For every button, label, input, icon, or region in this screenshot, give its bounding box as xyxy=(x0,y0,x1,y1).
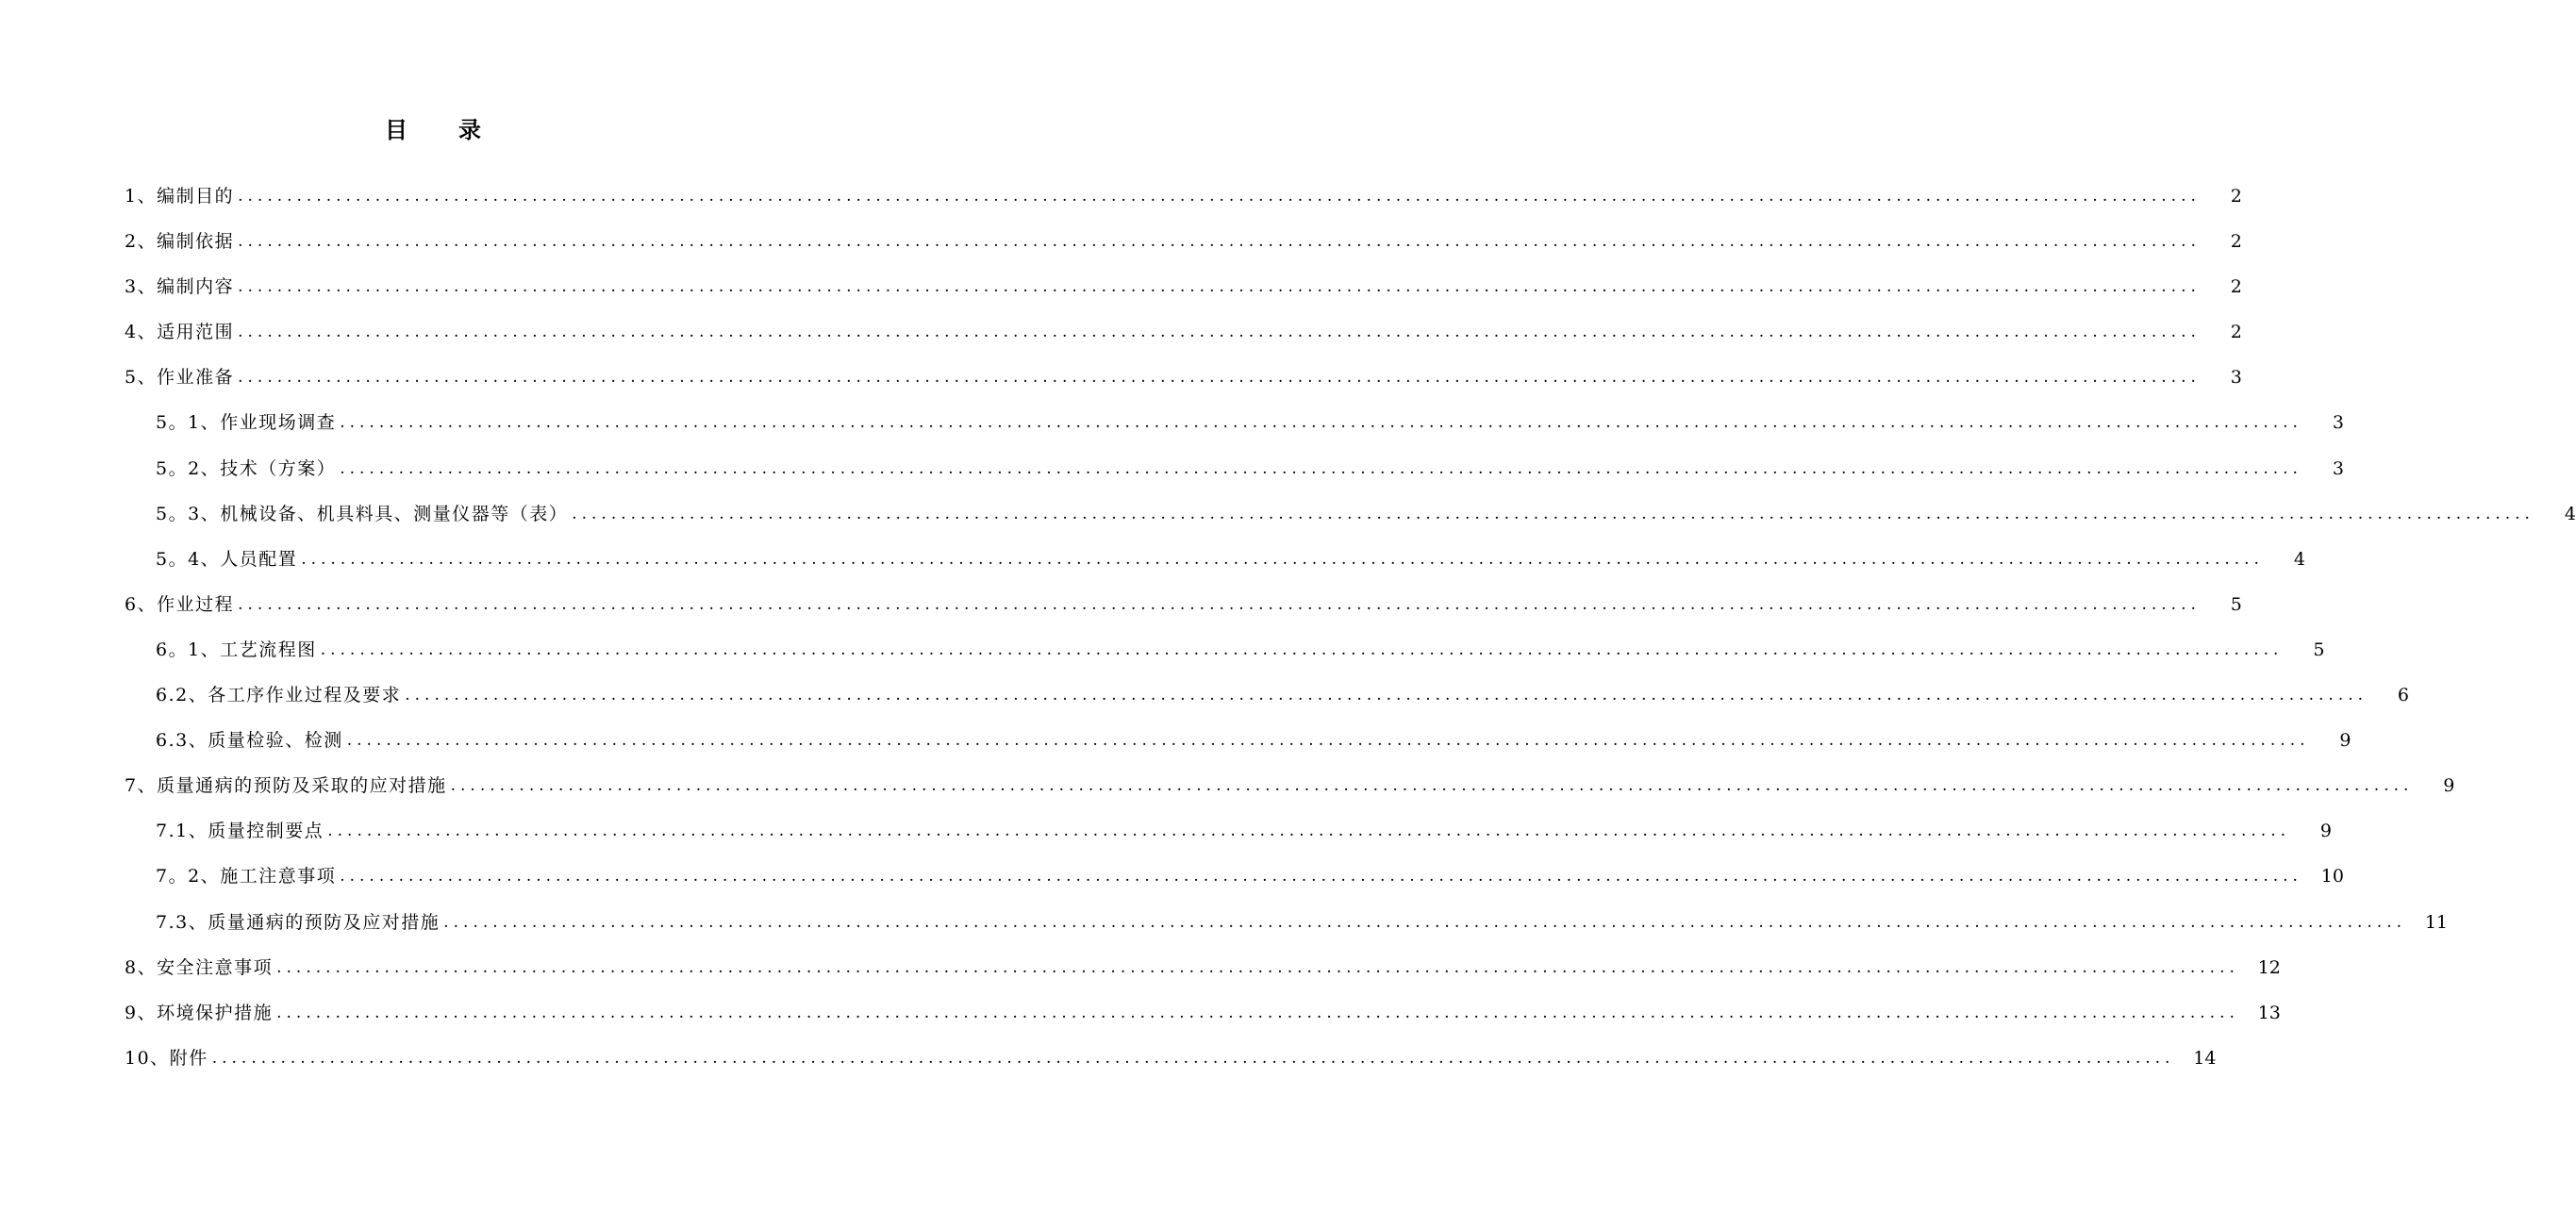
toc-entry[interactable] xyxy=(0,312,2242,357)
toc-leader-dots: ........................................................................................................................................................................................................ xyxy=(238,594,2201,614)
toc-entry[interactable] xyxy=(0,267,2242,312)
toc-page-number: 13 xyxy=(2257,1002,2281,1023)
toc-page-number: 10 xyxy=(2320,866,2344,888)
toc-page-number: 5 xyxy=(2313,639,2325,660)
toc-page-number: 3 xyxy=(2332,457,2344,479)
toc-entry-label: 工艺流程图 xyxy=(220,639,317,660)
toc-leader-dots: ........................................................................................................................................................................................................ xyxy=(405,686,2368,705)
toc-entry[interactable] xyxy=(0,675,2409,721)
toc-entry-label: 安全注意事项 xyxy=(157,956,274,978)
toc-entry-label: 附件 xyxy=(169,1047,208,1069)
toc-entry-number: 5。3、 xyxy=(156,503,221,524)
title-part-2: 录 xyxy=(458,116,483,143)
toc-entry-number: 5。2、 xyxy=(156,457,221,479)
toc-leader-dots: ........................................................................................................................................................................................................ xyxy=(238,187,2201,206)
toc-leader-dots: ........................................................................................................................................................................................................ xyxy=(238,323,2201,342)
toc-leader-dots: ........................................................................................................................................................................................................ xyxy=(340,458,2302,478)
toc-page-number: 12 xyxy=(2257,956,2281,978)
toc-page-number: 5 xyxy=(2230,593,2242,615)
toc-page-number: 14 xyxy=(2193,1047,2217,1069)
toc-entry-number: 7.3、 xyxy=(156,911,208,933)
toc-entry-number: 6.2、 xyxy=(156,685,208,706)
toc-entry-label: 人员配置 xyxy=(220,548,298,570)
toc-entry[interactable] xyxy=(0,856,2344,902)
toc-entry[interactable] xyxy=(0,766,2455,811)
toc-entry-number: 4、 xyxy=(125,322,158,343)
toc-leader-dots: ........................................................................................................................................................................................................ xyxy=(340,413,2302,433)
toc-entry-number: 9、 xyxy=(125,1002,158,1023)
toc-entry-label: 技术（方案） xyxy=(220,457,337,479)
toc-entry[interactable] xyxy=(0,449,2344,494)
toc-entry[interactable] xyxy=(0,539,2305,585)
toc-leader-dots: ........................................................................................................................................................................................................ xyxy=(276,1003,2239,1022)
toc-entry-label: 编制目的 xyxy=(157,186,235,207)
toc-page-number: 9 xyxy=(2339,730,2352,752)
toc-entry-number: 1、 xyxy=(125,186,158,207)
toc-entry-label: 适用范围 xyxy=(157,322,235,343)
toc-entry[interactable] xyxy=(0,357,2242,403)
toc-entry-label: 作业准备 xyxy=(157,367,235,389)
toc-entry[interactable] xyxy=(0,494,2576,539)
toc-entry[interactable] xyxy=(0,993,2281,1038)
toc-leader-dots: ........................................................................................................................................................................................................ xyxy=(238,232,2201,252)
toc-leader-dots: ........................................................................................................................................................................................................ xyxy=(443,912,2406,932)
toc-entry[interactable] xyxy=(0,903,2448,948)
toc-entry-label: 机械设备、机具料具、测量仪器等（表） xyxy=(220,503,569,524)
title-part-1: 目 xyxy=(385,116,409,143)
toc-entry[interactable] xyxy=(0,222,2242,267)
toc-entry[interactable] xyxy=(0,630,2325,675)
toc-page-number: 9 xyxy=(2443,775,2455,797)
toc-entry-label: 质量控制要点 xyxy=(208,821,324,842)
toc-page-number: 2 xyxy=(2230,186,2242,207)
toc-entry[interactable] xyxy=(0,176,2242,222)
toc-entry-number: 5、 xyxy=(125,367,158,389)
toc-leader-dots: ........................................................................................................................................................................................................ xyxy=(346,731,2310,751)
toc-entry-label: 环境保护措施 xyxy=(157,1002,274,1023)
page-title xyxy=(0,111,868,144)
toc-entry-label: 质量通病的预防及应对措施 xyxy=(208,911,440,933)
toc-leader-dots: ........................................................................................................................................................................................................ xyxy=(301,549,2264,569)
toc-entry-label: 施工注意事项 xyxy=(220,866,337,888)
toc-entry-label: 编制依据 xyxy=(157,231,235,253)
toc-entry-label: 质量通病的预防及采取的应对措施 xyxy=(157,775,447,797)
toc-page-number: 4 xyxy=(2293,548,2305,570)
toc-entry[interactable] xyxy=(0,811,2332,856)
toc-entry-label: 作业现场调查 xyxy=(220,412,337,434)
toc-leader-dots: ........................................................................................................................................................................................................ xyxy=(340,867,2302,887)
toc-entry[interactable] xyxy=(0,1038,2217,1084)
toc-page-number: 11 xyxy=(2424,911,2448,933)
toc-leader-dots: ........................................................................................................................................................................................................ xyxy=(450,776,2414,796)
toc-entry-label: 作业过程 xyxy=(157,593,235,615)
toc-entry-number: 7、 xyxy=(125,775,158,797)
toc-leader-dots: ........................................................................................................................................................................................................ xyxy=(276,957,2239,977)
toc-entry[interactable] xyxy=(0,585,2242,630)
toc-entry[interactable] xyxy=(0,948,2281,993)
toc-entry-number: 10、 xyxy=(125,1047,170,1069)
toc-page-number: 3 xyxy=(2332,412,2344,434)
toc-entry[interactable] xyxy=(0,403,2344,448)
toc-leader-dots: ........................................................................................................................................................................................................ xyxy=(211,1048,2175,1068)
toc-entry-label: 质量检验、检测 xyxy=(208,730,343,752)
toc-page-number: 3 xyxy=(2230,367,2242,389)
toc-entry-number: 5。1、 xyxy=(156,412,221,434)
toc-entry-label: 编制内容 xyxy=(157,276,235,298)
toc-page-number: 2 xyxy=(2230,322,2242,343)
toc-entry-number: 5。4、 xyxy=(156,548,221,570)
toc-entry-number: 3、 xyxy=(125,276,158,298)
toc-entry-number: 7。2、 xyxy=(156,866,221,888)
toc-page-number: 2 xyxy=(2230,231,2242,253)
toc-page-number: 9 xyxy=(2319,821,2332,842)
toc-leader-dots: ........................................................................................................................................................................................................ xyxy=(320,639,2284,659)
toc-entry-number: 8、 xyxy=(125,956,158,978)
toc-entry-number: 2、 xyxy=(125,231,158,253)
toc-entry-number: 6、 xyxy=(125,593,158,615)
table-of-contents xyxy=(0,176,2576,1084)
toc-page-number: 2 xyxy=(2230,276,2242,298)
toc-entry-number: 6。1、 xyxy=(156,639,221,660)
toc-entry-label: 各工序作业过程及要求 xyxy=(208,685,402,706)
toc-entry[interactable] xyxy=(0,721,2352,766)
toc-page-number: 6 xyxy=(2397,685,2409,706)
toc-page-number: 4 xyxy=(2564,503,2576,524)
toc-leader-dots: ........................................................................................................................................................................................................ xyxy=(238,368,2201,388)
toc-leader-dots: ........................................................................................................................................................................................................ xyxy=(572,504,2534,523)
toc-entry-number: 6.3、 xyxy=(156,730,208,752)
toc-leader-dots: ........................................................................................................................................................................................................ xyxy=(327,821,2290,841)
toc-leader-dots: ........................................................................................................................................................................................................ xyxy=(238,277,2201,297)
toc-entry-number: 7.1、 xyxy=(156,821,208,842)
